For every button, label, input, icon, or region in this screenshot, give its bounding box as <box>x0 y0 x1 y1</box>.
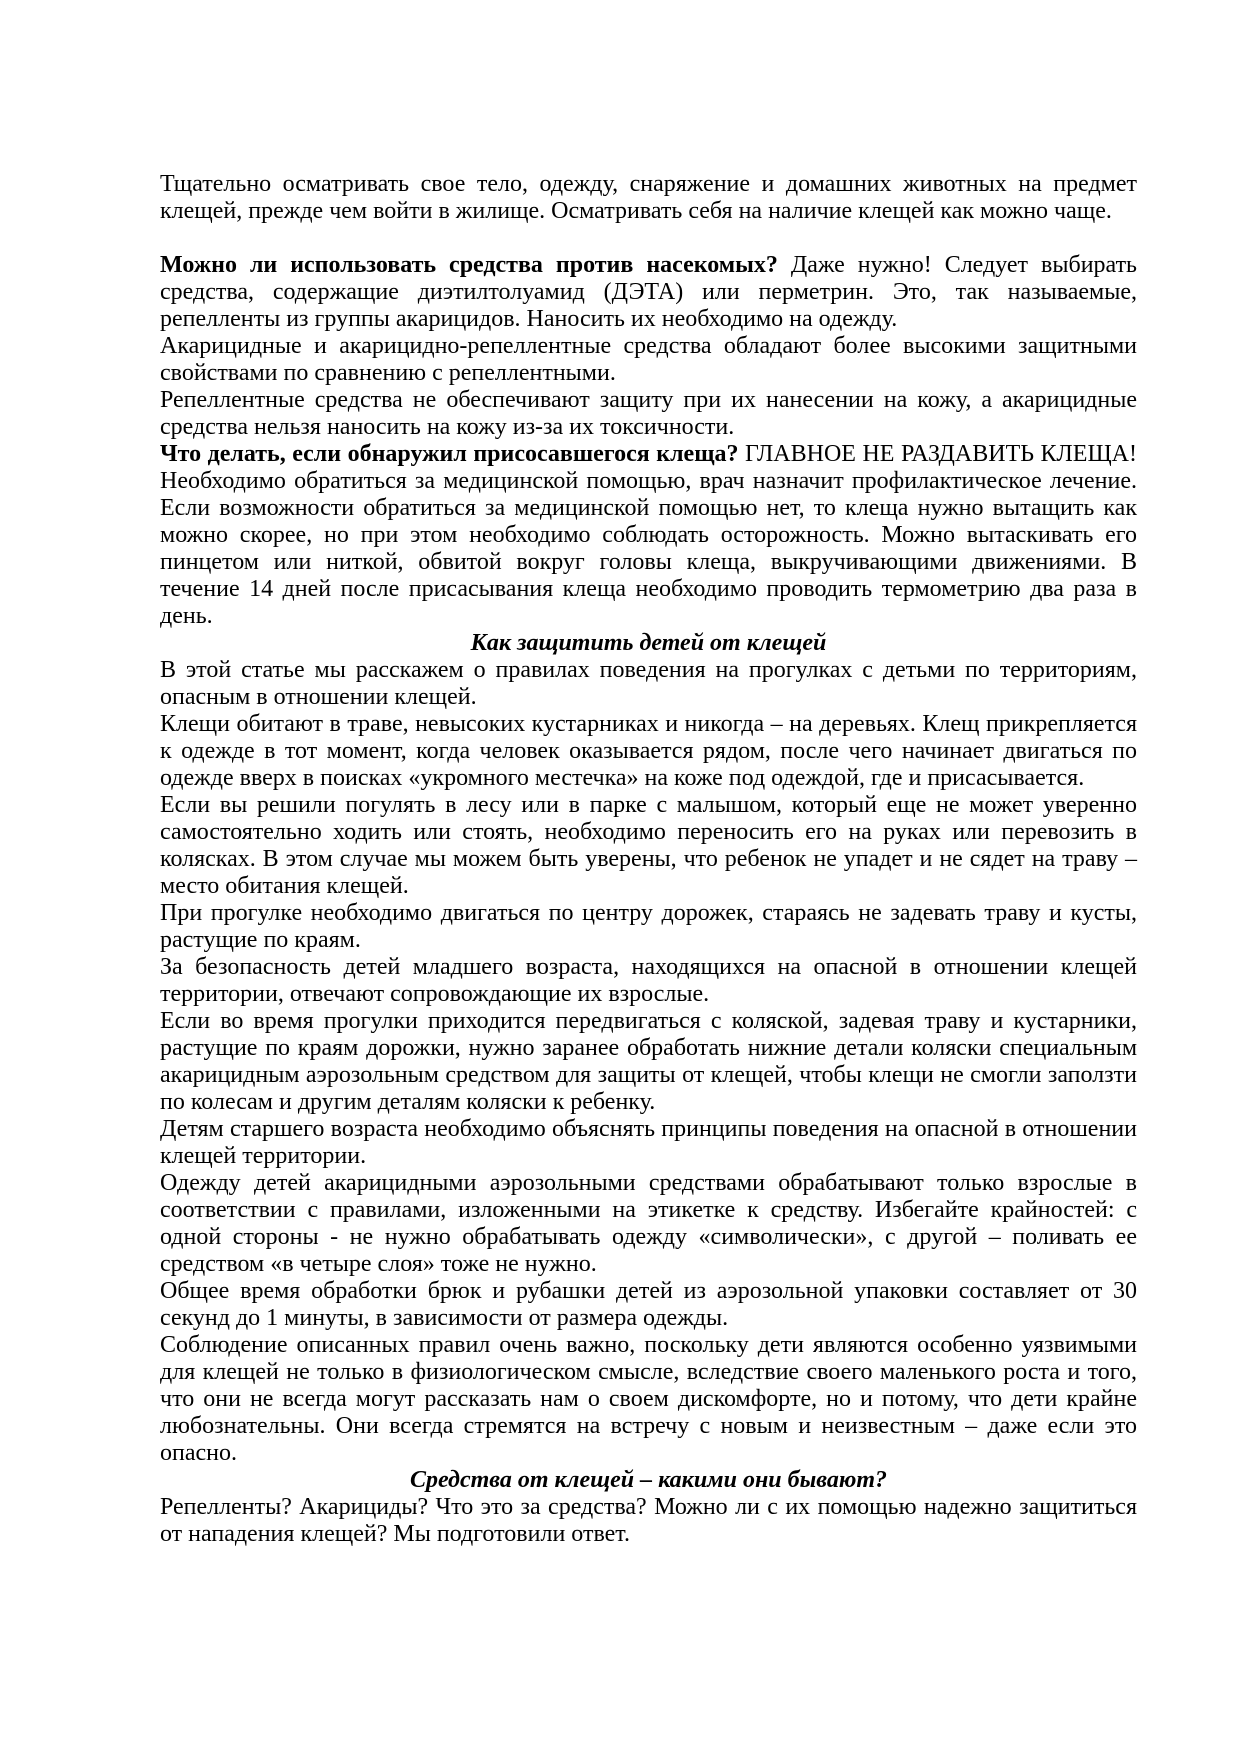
paragraph: Если вы решили погулять в лесу или в парке с малышом, который еще не может уверенно самостоятельно ходить или стоять, необходимо переносить его на руках или перевозить в колясках. В этом случае мы можем быть уверены, что ребенок не упадет и не сядет на траву – место обитания клещей. <box>160 792 1137 899</box>
paragraph: Общее время обработки брюк и рубашки детей из аэрозольной упаковки составляет от 30 секунд до 1 минуты, в зависимости от размера одежды. <box>160 1278 1137 1331</box>
paragraph-bold-lead: Можно ли использовать средства против насекомых? <box>160 252 778 278</box>
paragraph: Тщательно осматривать свое тело, одежду, снаряжение и домашних животных на предмет клещей, прежде чем войти в жилище. Осматривать себя на наличие клещей как можно чаще. <box>160 171 1137 224</box>
paragraph-text: Даже нужно! Следует выбирать средства, содержащие диэтилтолуамид (ДЭТА) или перметрин. Это, так называемые, репелленты из группы акарицидов. Наносить их необходимо на одежду. <box>160 252 1137 332</box>
paragraph <box>160 252 1137 333</box>
section-heading: Как защитить детей от клещей <box>470 630 827 656</box>
paragraph <box>160 441 1137 630</box>
paragraph: Клещи обитают в траве, невысоких кустарниках и никогда – на деревьях. Клещ прикрепляется к одежде в тот момент, когда человек оказывается рядом, после чего начинает двигаться по одежде вверх в поисках «укромного местечка» на коже под одеждой, где и присасывается. <box>160 711 1137 791</box>
paragraph: За безопасность детей младшего возраста, находящихся на опасной в отношении клещей территории, отвечают сопровождающие их взрослые. <box>160 954 1137 1007</box>
paragraph: Репелленты? Акарициды? Что это за средства? Можно ли с их помощью надежно защититься от нападения клещей? Мы подготовили ответ. <box>160 1494 1137 1547</box>
paragraph: Соблюдение описанных правил очень важно, поскольку дети являются особенно уязвимыми для клещей не только в физиологическом смысле, вследствие своего маленького роста и того, что они не всегда могут рассказать нам о своем дискомфорте, но и потому, что дети крайне любознательны. Они всегда стремятся на встречу с новым и неизвестным – даже если это опасно. <box>160 1332 1137 1466</box>
paragraph: При прогулке необходимо двигаться по центру дорожек, стараясь не задевать траву и кусты, растущие по краям. <box>160 900 1137 953</box>
paragraph: Акарицидные и акарицидно-репеллентные средства обладают более высокими защитными свойствами по сравнению с репеллентными. <box>160 333 1137 386</box>
paragraph-text: ГЛАВНОЕ НЕ РАЗДАВИТЬ КЛЕЩА! Необходимо обратиться за медицинской помощью, врач назначит профилактическое лечение. Если возможности обратиться за медицинской помощью нет, то клеща нужно вытащить как можно скорее, но при этом необходимо соблюдать осторожность. Можно вытаскивать его пинцетом или ниткой, обвитой вокруг головы клеща, выкручивающими движениями. В течение 14 дней после присасывания клеща необходимо проводить термометрию два раза в день. <box>160 441 1137 629</box>
paragraph: Репеллентные средства не обеспечивают защиту при их нанесении на кожу, а акарицидные средства нельзя наносить на кожу из-за их токсичности. <box>160 387 1137 440</box>
paragraph: Если во время прогулки приходится передвигаться с коляской, задевая траву и кустарники, растущие по краям дорожки, нужно заранее обработать нижние детали коляски специальным акарицидным аэрозольным средством для защиты от клещей, чтобы клещи не смогли заползти по колесам и другим деталям коляски к ребенку. <box>160 1008 1137 1115</box>
paragraph: Одежду детей акарицидными аэрозольными средствами обрабатывают только взрослые в соответствии с правилами, изложенными на этикетке к средству. Избегайте крайностей: с одной стороны - не нужно обрабатывать одежду «символически», с другой – поливать ее средством «в четыре слоя» тоже не нужно. <box>160 1170 1137 1277</box>
section-heading: Средства от клещей – какими они бывают? <box>409 1467 888 1493</box>
paragraph-bold-lead: Что делать, если обнаружил присосавшегося клеща? <box>160 441 739 467</box>
paragraph: В этой статье мы расскажем о правилах поведения на прогулках с детьми по территориям, опасным в отношении клещей. <box>160 657 1137 710</box>
paragraph: Детям старшего возраста необходимо объяснять принципы поведения на опасной в отношении клещей территории. <box>160 1116 1137 1169</box>
